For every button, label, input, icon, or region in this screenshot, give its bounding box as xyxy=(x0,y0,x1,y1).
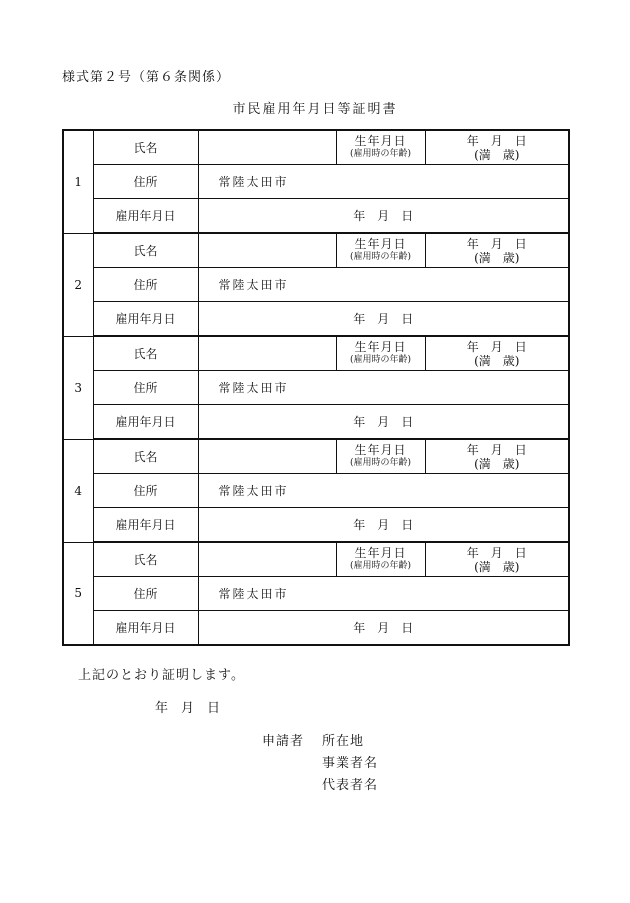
address-label: 住所 xyxy=(93,371,198,405)
age-at-hire-label: (雇用時の年齢) xyxy=(349,560,412,571)
birthdate-ymd: 年 月 日 xyxy=(466,545,527,560)
birthdate-ymd: 年 月 日 xyxy=(466,236,527,251)
entry-number: 5 xyxy=(63,542,93,645)
representative-label[interactable]: 代表者名 xyxy=(322,778,379,793)
name-field[interactable] xyxy=(198,439,336,474)
address-field[interactable]: 常陸太田市 xyxy=(198,165,569,199)
hire-date-field[interactable]: 年 月 日 xyxy=(198,199,569,234)
address-field[interactable]: 常陸太田市 xyxy=(198,474,569,508)
birthdate-label-text: 生年月日 xyxy=(354,236,407,251)
address-label: 住所 xyxy=(93,474,198,508)
age-at-hire-label: (雇用時の年齢) xyxy=(349,457,412,468)
birthdate-field[interactable] xyxy=(425,439,569,474)
age-at-hire-label: (雇用時の年齢) xyxy=(349,354,412,365)
hire-date-field[interactable]: 年 月 日 xyxy=(198,611,569,646)
birthdate-label-text: 生年月日 xyxy=(354,133,407,148)
age-value: (満 歳) xyxy=(474,250,520,265)
birthdate-label-text: 生年月日 xyxy=(354,442,407,457)
name-label: 氏名 xyxy=(93,130,198,165)
address-field[interactable]: 常陸太田市 xyxy=(198,577,569,611)
birthdate-field[interactable] xyxy=(425,542,569,577)
address-field[interactable]: 常陸太田市 xyxy=(198,371,569,405)
age-at-hire-label: (雇用時の年齢) xyxy=(349,148,412,159)
certification-statement: 上記のとおり証明します。 xyxy=(78,668,245,683)
hire-date-label: 雇用年月日 xyxy=(93,508,198,543)
birthdate-field[interactable] xyxy=(425,336,569,371)
birthdate-label xyxy=(336,542,425,577)
name-field[interactable] xyxy=(198,130,336,165)
hire-date-label: 雇用年月日 xyxy=(93,302,198,337)
hire-date-label: 雇用年月日 xyxy=(93,405,198,440)
hire-date-label: 雇用年月日 xyxy=(93,199,198,234)
entry-number: 2 xyxy=(63,233,93,336)
hire-date-field[interactable]: 年 月 日 xyxy=(198,405,569,440)
address-label: 住所 xyxy=(93,577,198,611)
birthdate-field[interactable] xyxy=(425,130,569,165)
form-number: 様式第２号（第６条関係） xyxy=(62,70,231,85)
document-title: 市民雇用年月日等証明書 xyxy=(232,102,398,117)
age-value: (満 歳) xyxy=(474,353,520,368)
applicant-label: 申請者 xyxy=(262,734,305,749)
business-name-label[interactable]: 事業者名 xyxy=(322,756,379,771)
entry-number: 4 xyxy=(63,439,93,542)
entry-number: 3 xyxy=(63,336,93,439)
birthdate-ymd: 年 月 日 xyxy=(466,339,527,354)
applicant-block xyxy=(262,731,378,797)
birthdate-ymd: 年 月 日 xyxy=(466,442,527,457)
hire-date-field[interactable]: 年 月 日 xyxy=(198,302,569,337)
certification-date[interactable]: 年 月 日 xyxy=(155,701,221,716)
birthdate-label-text: 生年月日 xyxy=(354,545,407,560)
birthdate-ymd: 年 月 日 xyxy=(466,133,527,148)
name-label: 氏名 xyxy=(93,542,198,577)
address-label: 住所 xyxy=(93,165,198,199)
address-field[interactable]: 常陸太田市 xyxy=(198,268,569,302)
name-field[interactable] xyxy=(198,336,336,371)
birthdate-field[interactable] xyxy=(425,233,569,268)
birthdate-label-text: 生年月日 xyxy=(354,339,407,354)
birthdate-label xyxy=(336,439,425,474)
entry-number: 1 xyxy=(63,130,93,233)
name-field[interactable] xyxy=(198,542,336,577)
address-label: 住所 xyxy=(93,268,198,302)
birthdate-label xyxy=(336,336,425,371)
hire-date-label: 雇用年月日 xyxy=(93,611,198,646)
age-value: (満 歳) xyxy=(474,559,520,574)
age-value: (満 歳) xyxy=(474,456,520,471)
hire-date-field[interactable]: 年 月 日 xyxy=(198,508,569,543)
birthdate-label xyxy=(336,233,425,268)
certificate-table xyxy=(62,129,570,646)
name-label: 氏名 xyxy=(93,336,198,371)
name-label: 氏名 xyxy=(93,233,198,268)
location-label[interactable]: 所在地 xyxy=(322,734,365,749)
age-at-hire-label: (雇用時の年齢) xyxy=(349,251,412,262)
name-label: 氏名 xyxy=(93,439,198,474)
age-value: (満 歳) xyxy=(474,147,520,162)
birthdate-label xyxy=(336,130,425,165)
name-field[interactable] xyxy=(198,233,336,268)
